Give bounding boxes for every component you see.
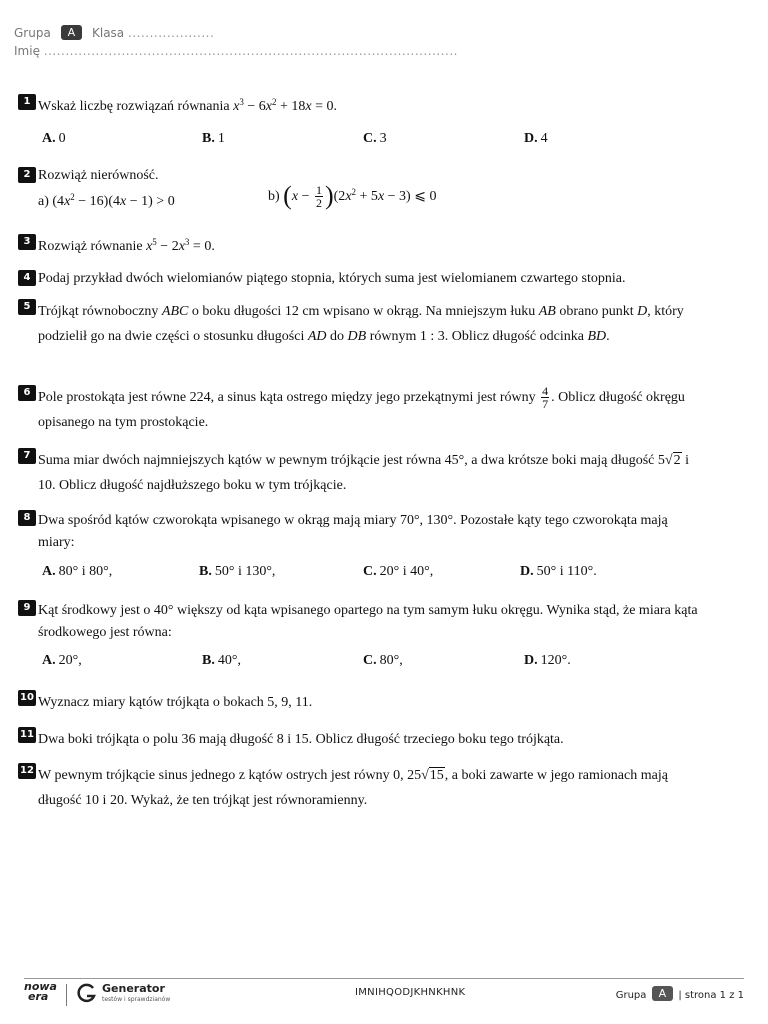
footer-group-badge: A (652, 986, 674, 1001)
task-text: Rozwiąż równanie $x^5 - 2x^3 = 0$. (38, 237, 215, 254)
header-group-line (14, 25, 214, 40)
footer-group-label: Grupa (615, 990, 647, 1001)
task-number: 10 (18, 690, 36, 706)
group-label: Grupa (14, 26, 51, 40)
option-b[interactable]: B. 40°, (202, 653, 241, 668)
page-number: | strona 1 z 1 (678, 990, 744, 1001)
footer-divider (24, 978, 744, 979)
equation: $x^3 - 6x^2 + 18x = 0$. (233, 97, 337, 114)
task-text: Dwa spośród kątów czworokąta wpisanego w okrąg mają miary 70°, 130°. Pozostałe kąty tego czworokąta mają miary: (38, 513, 668, 550)
task-text: Kąt środkowy jest o 40° większy od kąta wpisanego opartego na tym samym łuku okręgu. Wynika stąd, że miara kąta środkowego jest równa: (38, 603, 698, 640)
task-text: Wskaż liczbę rozwiązań równania $x^3 - 6x^2 + 18x = 0$. (38, 97, 337, 114)
task-number: 7 (18, 448, 36, 464)
part-a: a) $(4x^2 - 16)(4x - 1) > 0$ (38, 192, 175, 209)
option-b[interactable]: B. 1 (202, 131, 225, 146)
option-d[interactable]: D. 120°. (524, 653, 571, 668)
task-number: 5 (18, 299, 36, 315)
task-text: Dwa boki trójkąta o polu 36 mają długość 8 i 15. Oblicz długość trzeciego boku tego trójkąta. (38, 732, 564, 747)
task-number: 4 (18, 270, 36, 286)
task-number: 11 (18, 727, 36, 743)
document-code: IMNIHQODJKHNKHNK (355, 987, 466, 998)
generator-icon (76, 983, 96, 1003)
footer-page-info (616, 986, 744, 1001)
generator-subtitle: testów i sprawdzianów (102, 996, 171, 1003)
option-a[interactable]: A. 20°, (42, 653, 82, 668)
task-text: W pewnym trójkącie sinus jednego z kątów ostrych jest równy 0, 25√15, a boki zawarte w jego ramionach mają długość 10 i 20. Wykaż, że ten trójkąt jest równoramienny. (38, 768, 668, 808)
generator-title: Generator (102, 982, 165, 995)
option-a[interactable]: A. 80° i 80°, (42, 564, 113, 579)
task-number: 6 (18, 385, 36, 401)
task-text: Suma miar dwóch najmniejszych kątów w pewnym trójkącie jest równa 45°, a dwa krótsze boki mają długość 5√2 i 10. Oblicz długość najdłuższego boku w tym trójkącie. (38, 453, 689, 493)
task-text: Trójkąt równoboczny ABC o boku długości 12 cm wpisano w okrąg. Na mniejszym łuku AB obrano punkt D, który podzielił go na dwie części o stosunku długości AD do DB równym 1 : 3. Oblicz długość odcinka BD. (38, 304, 684, 344)
task-number: 12 (18, 763, 36, 779)
task-number: 3 (18, 234, 36, 250)
nowa-era-logo: nowa era (24, 980, 57, 1003)
option-c[interactable]: C. 80°, (363, 653, 403, 668)
option-d[interactable]: D. 50° i 110°. (520, 564, 597, 579)
task-text: Podaj przykład dwóch wielomianów piątego stopnia, których suma jest wielomianem czwartego stopnia. (38, 271, 626, 286)
task-number: 1 (18, 94, 36, 110)
task-number: 9 (18, 600, 36, 616)
logo-divider (66, 984, 67, 1006)
equation: $x^5 - 2x^3 = 0$. (146, 237, 215, 254)
name-label: Imię (14, 44, 40, 58)
task-text: Wyznacz miary kątów trójkąta o bokach 5, 9, 11. (38, 695, 313, 710)
header-name-line (14, 44, 458, 58)
option-a[interactable]: A. 0 (42, 131, 66, 146)
group-badge: A (61, 25, 83, 40)
task-number: 8 (18, 510, 36, 526)
option-d[interactable]: D. 4 (524, 131, 548, 146)
name-field[interactable]: ................................................................................................ (43, 44, 458, 58)
task-text: Rozwiąż nierówność. (38, 168, 159, 183)
class-field[interactable]: .................... (128, 26, 215, 40)
task-text: Pole prostokąta jest równe 224, a sinus kąta ostrego między jego przekątnymi jest równy $\frac{4}{7}$ . Oblicz długość okręgu opisanego na tym prostokącie. (38, 384, 685, 431)
option-c[interactable]: C. 3 (363, 131, 387, 146)
part-b: b) (x − $\frac{1}{2}$ )$(2x^2 + 5x - 3)$ ⩽ 0 (268, 181, 437, 211)
option-c[interactable]: C. 20° i 40°, (363, 564, 434, 579)
option-b[interactable]: B. 50° i 130°, (199, 564, 276, 579)
class-label: Klasa (92, 26, 125, 40)
task-number: 2 (18, 167, 36, 183)
footer-logos (24, 982, 174, 1008)
